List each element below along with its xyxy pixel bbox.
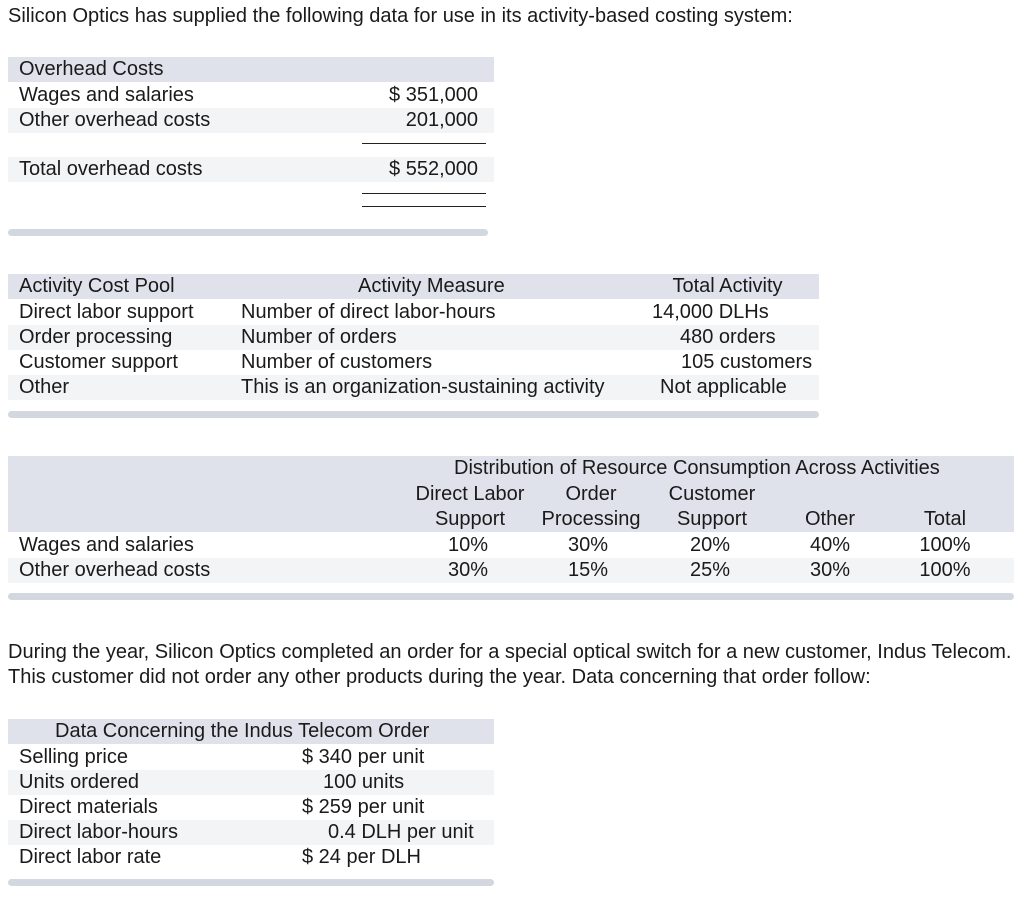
distribution-cell: 20% bbox=[689, 534, 731, 556]
distribution-cell: 100% bbox=[919, 534, 971, 556]
order-row-value: 0.4 DLH per unit bbox=[328, 821, 474, 843]
col-header-line2: Support bbox=[676, 508, 748, 530]
activity-measure: This is an organization-sustaining activity bbox=[241, 376, 605, 398]
distribution-cell: 30% bbox=[567, 534, 609, 556]
total-double-rule-top bbox=[362, 193, 486, 194]
order-row-value: $ 259 per unit bbox=[302, 796, 425, 818]
activity-pool: Customer support bbox=[19, 351, 178, 373]
overhead-total-value: $ 552,000 bbox=[389, 158, 478, 180]
table-divider bbox=[8, 229, 488, 236]
distribution-cell: 15% bbox=[567, 559, 609, 581]
order-row-label: Direct labor rate bbox=[19, 846, 162, 868]
table-divider bbox=[8, 879, 494, 886]
distribution-cell: 10% bbox=[447, 534, 489, 556]
distribution-cell: 30% bbox=[447, 559, 489, 581]
intro-text: Silicon Optics has supplied the following data for use in its activity-based costing system: bbox=[8, 5, 793, 27]
order-row-label: Units ordered bbox=[19, 771, 140, 793]
activities-header-measure: Activity Measure bbox=[358, 275, 505, 297]
col-header-line1: Direct Labor bbox=[415, 483, 525, 505]
order-row-label: Direct materials bbox=[19, 796, 158, 818]
overhead-row-value: 201,000 bbox=[405, 109, 478, 131]
distribution-row-label: Other overhead costs bbox=[19, 559, 211, 581]
subtotal-rule bbox=[362, 143, 486, 144]
distribution-cell: 100% bbox=[919, 559, 971, 581]
order-row-label: Selling price bbox=[19, 746, 128, 768]
activity-pool: Direct labor support bbox=[19, 301, 194, 323]
order-description: During the year, Silicon Optics completed an order for a special optical switch for a new customer, Indus Telecom. This customer did not order any other products during the year. Data concerning that order follow: bbox=[8, 641, 1012, 688]
activities-header-pool: Activity Cost Pool bbox=[19, 275, 175, 297]
order-row-value: $ 340 per unit bbox=[302, 746, 425, 768]
activity-measure: Number of direct labor-hours bbox=[241, 301, 496, 323]
col-header-line2: Processing bbox=[541, 508, 641, 530]
col-header-line1: Order bbox=[565, 483, 617, 505]
order-row-value: 100 units bbox=[323, 771, 405, 793]
distribution-title: Distribution of Resource Consumption Across Activities bbox=[454, 457, 940, 479]
table-divider bbox=[8, 593, 1014, 600]
overhead-row-value: $ 351,000 bbox=[389, 84, 478, 106]
overhead-row-label: Other overhead costs bbox=[19, 109, 211, 131]
activity-total: Not applicable bbox=[660, 376, 787, 398]
distribution-cell: 25% bbox=[689, 559, 731, 581]
col-header-line2: Total bbox=[923, 508, 967, 530]
activity-total: 480 orders bbox=[680, 326, 776, 348]
activity-total: 105 customers bbox=[681, 351, 813, 373]
order-row-label: Direct labor-hours bbox=[19, 821, 178, 843]
order-header: Data Concerning the Indus Telecom Order bbox=[55, 720, 430, 742]
overhead-header: Overhead Costs bbox=[19, 58, 164, 80]
activity-measure: Number of customers bbox=[241, 351, 433, 373]
total-double-rule-bottom bbox=[362, 206, 486, 207]
distribution-cell: 30% bbox=[809, 559, 851, 581]
activity-pool: Order processing bbox=[19, 326, 173, 348]
col-header-line1: Customer bbox=[668, 483, 756, 505]
distribution-row-label: Wages and salaries bbox=[19, 534, 194, 556]
order-row-value: $ 24 per DLH bbox=[302, 846, 421, 868]
col-header-line2: Other bbox=[804, 508, 856, 530]
overhead-total-label: Total overhead costs bbox=[19, 158, 203, 180]
activity-pool: Other bbox=[19, 376, 70, 398]
overhead-row-label: Wages and salaries bbox=[19, 84, 194, 106]
activity-total: 14,000 DLHs bbox=[652, 301, 769, 323]
col-header-line2: Support bbox=[434, 508, 506, 530]
distribution-cell: 40% bbox=[809, 534, 851, 556]
activity-measure: Number of orders bbox=[241, 326, 397, 348]
table-divider bbox=[8, 411, 819, 418]
activities-header-total: Total Activity bbox=[672, 275, 783, 297]
